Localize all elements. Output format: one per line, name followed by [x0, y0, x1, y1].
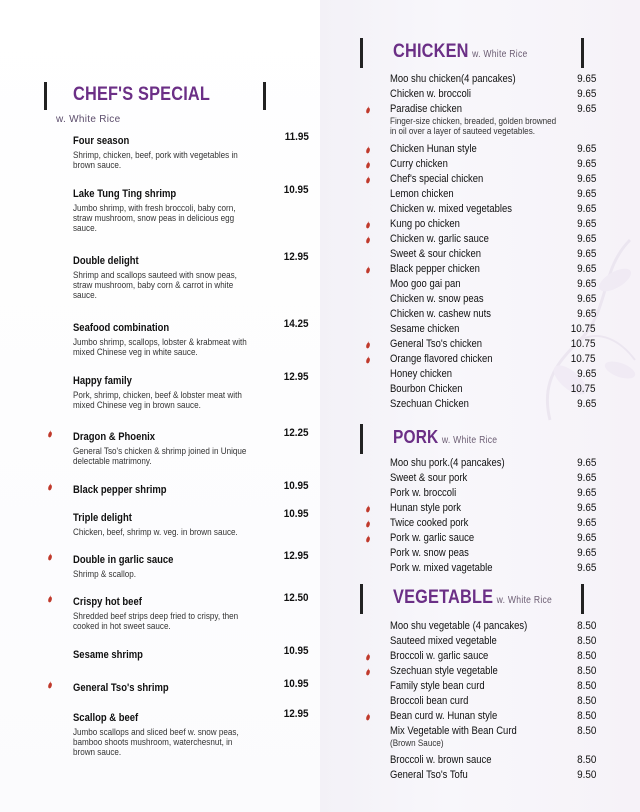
chicken-header: [360, 38, 584, 68]
chefs-special-header: [44, 82, 266, 110]
pork-item: [390, 457, 596, 472]
item-name: Sweet & sour pork: [390, 472, 468, 484]
hot-pepper-icon: [47, 553, 53, 561]
item-name: Broccoli w. garlic sauce: [390, 650, 489, 662]
item-price: 8.50: [576, 710, 596, 722]
vegetable-header: [360, 584, 584, 614]
item-name: Honey chicken: [390, 368, 453, 380]
item-price: 9.65: [576, 368, 596, 380]
item-price: 9.65: [576, 103, 596, 115]
pork-title: [393, 427, 497, 448]
chicken-item: [390, 248, 596, 263]
hot-pepper-icon: [365, 520, 371, 528]
item-description: Jumbo scallops and sliced beef w. snow peas, bamboo shoots mushroom, waterchesnut, in brown sauce.: [73, 727, 239, 757]
item-name: Bourbon Chicken: [390, 383, 463, 395]
item-name: Black pepper shrimp: [73, 484, 167, 496]
item-name: Dragon & Phoenix: [73, 431, 155, 443]
chicken-item: [390, 353, 596, 368]
hot-pepper-icon: [365, 713, 371, 721]
item-name: Happy family: [73, 375, 132, 387]
item-price: 10.95: [284, 508, 309, 520]
chicken-item: [390, 218, 596, 233]
item-price: 9.65: [576, 547, 596, 559]
chicken-item: [390, 143, 596, 158]
item-price: 10.95: [284, 678, 309, 690]
item-price: 9.65: [576, 218, 596, 230]
vegetable-item: [390, 725, 596, 748]
chicken-item: [390, 158, 596, 173]
chicken-item: [390, 383, 596, 398]
item-price: 9.50: [576, 769, 596, 781]
item-name: Moo shu pork.(4 pancakes): [390, 457, 505, 469]
item-name: Kung po chicken: [390, 218, 460, 230]
chefs-special-item: [73, 678, 309, 696]
vegetable-item: [390, 710, 596, 725]
item-name: General Tso's Tofu: [390, 769, 468, 781]
item-name: Chicken Hunan style: [390, 143, 477, 155]
item-price: 9.65: [576, 293, 596, 305]
item-price: 10.75: [571, 323, 596, 335]
pork-item: [390, 502, 596, 517]
item-price: 12.95: [284, 550, 309, 562]
item-name: Double in garlic sauce: [73, 554, 174, 566]
item-price: 9.65: [576, 203, 596, 215]
chicken-item: [390, 73, 596, 88]
hot-pepper-icon: [47, 483, 53, 491]
pork-header: [360, 424, 584, 454]
pork-item: [390, 487, 596, 502]
item-price: 8.50: [576, 754, 596, 766]
pork-item: [390, 562, 596, 577]
item-price: 9.65: [576, 502, 596, 514]
item-price: 9.65: [576, 188, 596, 200]
item-name: Pork w. mixed vagetable: [390, 562, 493, 574]
item-price: 9.65: [576, 263, 596, 275]
item-price: 8.50: [576, 695, 596, 707]
item-price: 9.65: [576, 278, 596, 290]
item-name: Chef's special chicken: [390, 173, 484, 185]
chefs-special-item: [73, 427, 309, 466]
item-description: (Brown Sauce): [390, 738, 444, 748]
item-name: Pork w. broccoli: [390, 487, 457, 499]
item-description: Shredded beef strips deep fried to crispy, then cooked in hot sweet sauce.: [73, 611, 239, 631]
vegetable-section: [360, 584, 584, 614]
item-name: Twice cooked pork: [390, 517, 469, 529]
hot-pepper-icon: [365, 341, 371, 349]
vegetable-title-text: VEGETABLE: [393, 587, 494, 608]
chicken-item: [390, 188, 596, 203]
vegetable-item: [390, 620, 596, 635]
item-name: Pork w. garlic sauce: [390, 532, 475, 544]
item-name: Sauteed mixed vegetable: [390, 635, 497, 647]
chefs-special-item: [73, 480, 309, 498]
item-price: 10.95: [284, 645, 309, 657]
pork-section: [360, 424, 584, 454]
chicken-section: [360, 38, 584, 68]
item-description: Jumbo shrimp, with fresh broccoli, baby corn, straw mushroom, snow peas in delicious egg sauce.: [73, 203, 236, 233]
item-price: 10.95: [284, 184, 309, 196]
item-price: 8.50: [576, 680, 596, 692]
chefs-special-item: [73, 251, 309, 300]
item-name: Crispy hot beef: [73, 596, 142, 608]
item-name: Moo goo gai pan: [390, 278, 461, 290]
chicken-item: [390, 398, 596, 413]
item-name: General Tso's shrimp: [73, 682, 169, 694]
chefs-special-subtitle: w. White Rice: [56, 114, 121, 125]
hot-pepper-icon: [47, 681, 53, 689]
vegetable-item: [390, 695, 596, 710]
item-name: Seafood combination: [73, 322, 170, 334]
hot-pepper-icon: [365, 176, 371, 184]
chicken-subtitle: w. White Rice: [472, 49, 528, 60]
item-description: Shrimp, chicken, beef, pork with vegetables in brown sauce.: [73, 150, 238, 170]
hot-pepper-icon: [365, 668, 371, 676]
item-name: Szechuan style vegetable: [390, 665, 498, 677]
item-price: 12.25: [284, 427, 309, 439]
item-price: 10.75: [571, 338, 596, 350]
item-price: 12.50: [284, 592, 309, 604]
item-price: 9.65: [576, 143, 596, 155]
chefs-special-item: [73, 508, 309, 537]
chicken-item: [390, 368, 596, 383]
item-name: Four season: [73, 135, 130, 147]
hot-pepper-icon: [365, 146, 371, 154]
item-name: Scallop & beef: [73, 712, 139, 724]
item-price: 10.75: [571, 353, 596, 365]
item-price: 9.65: [576, 173, 596, 185]
item-name: Triple delight: [73, 512, 132, 524]
item-price: 8.50: [576, 665, 596, 677]
item-name: Broccoli w. brown sauce: [390, 754, 492, 766]
chefs-special-item: [73, 550, 309, 579]
chefs-special-item: [73, 318, 309, 357]
chicken-item: [390, 203, 596, 218]
pork-subtitle: w. White Rice: [441, 435, 498, 446]
item-description: Finger-size chicken, breaded, golden browned in oil over a layer of sauteed vegetables.: [390, 116, 557, 136]
item-price: 9.65: [576, 532, 596, 544]
item-price: 9.65: [576, 233, 596, 245]
item-name: Moo shu vegetable (4 pancakes): [390, 620, 528, 632]
item-price: 9.65: [576, 457, 596, 469]
hot-pepper-icon: [47, 430, 53, 438]
chicken-item: [390, 173, 596, 188]
chicken-item: [390, 323, 596, 338]
vegetable-item: [390, 680, 596, 695]
item-price: 9.65: [576, 562, 596, 574]
item-price: 12.95: [284, 371, 309, 383]
item-price: 9.65: [576, 73, 596, 85]
item-price: 9.65: [576, 88, 596, 100]
item-price: 9.65: [576, 517, 596, 529]
vegetable-subtitle: w. White Rice: [496, 595, 553, 606]
hot-pepper-icon: [365, 356, 371, 364]
item-name: Broccoli bean curd: [390, 695, 469, 707]
item-name: Chicken w. snow peas: [390, 293, 484, 305]
item-name: Moo shu chicken(4 pancakes): [390, 73, 516, 85]
chefs-special-item: [73, 708, 309, 757]
hot-pepper-icon: [365, 236, 371, 244]
item-name: Chicken w. mixed vegetables: [390, 203, 512, 215]
hot-pepper-icon: [47, 595, 53, 603]
item-name: Sesame shrimp: [73, 649, 143, 661]
pork-item: [390, 532, 596, 547]
item-description: Shrimp and scallops sauteed with snow peas, straw mushroom, baby corn & carrot in white sauce.: [73, 270, 237, 300]
item-price: 9.65: [576, 158, 596, 170]
chicken-item: [390, 278, 596, 293]
item-price: 8.50: [576, 620, 596, 632]
hot-pepper-icon: [365, 221, 371, 229]
item-name: Hunan style pork: [390, 502, 461, 514]
vegetable-item: [390, 769, 596, 784]
chefs-special-section: [44, 82, 266, 110]
hot-pepper-icon: [365, 266, 371, 274]
vegetable-item: [390, 650, 596, 665]
item-name: Chicken w. cashew nuts: [390, 308, 491, 320]
item-price: 8.50: [576, 650, 596, 662]
chicken-item: [390, 308, 596, 323]
item-name: Szechuan Chicken: [390, 398, 469, 410]
chefs-special-item: [73, 131, 309, 170]
chicken-item: [390, 293, 596, 308]
chefs-special-item: [73, 184, 309, 233]
item-price: 9.65: [576, 472, 596, 484]
chicken-item: [390, 263, 596, 278]
pork-item: [390, 547, 596, 562]
chicken-title: [393, 41, 528, 63]
pork-item: [390, 472, 596, 487]
chicken-title-text: CHICKEN: [393, 41, 469, 62]
item-name: Sesame chicken: [390, 323, 460, 335]
hot-pepper-icon: [365, 653, 371, 661]
hot-pepper-icon: [365, 106, 371, 114]
chefs-special-item: [73, 645, 309, 663]
pork-title-text: PORK: [393, 427, 439, 447]
item-description: Jumbo shrimp, scallops, lobster & krabmeat with mixed Chinese veg in white sauce.: [73, 337, 247, 357]
chicken-item: [390, 88, 596, 103]
chefs-special-title: CHEF'S SPECIAL: [73, 84, 211, 105]
item-price: 9.65: [576, 398, 596, 410]
pork-item: [390, 517, 596, 532]
hot-pepper-icon: [365, 535, 371, 543]
chicken-item: [390, 103, 596, 136]
item-name: Curry chicken: [390, 158, 448, 170]
item-description: General Tso's chicken & shrimp joined in Unique delectable matrimony.: [73, 446, 247, 466]
item-price: 11.95: [284, 131, 309, 143]
item-name: Mix Vegetable with Bean Curd: [390, 725, 517, 737]
item-name: Black pepper chicken: [390, 263, 480, 275]
item-description: Shrimp & scallop.: [73, 569, 137, 579]
item-price: 8.50: [576, 725, 596, 737]
chicken-item: [390, 233, 596, 248]
item-name: Bean curd w. Hunan style: [390, 710, 498, 722]
item-price: 14.25: [284, 318, 309, 330]
item-price: 9.65: [576, 248, 596, 260]
item-name: Double delight: [73, 255, 139, 267]
hot-pepper-icon: [365, 505, 371, 513]
item-price: 10.75: [571, 383, 596, 395]
chefs-special-item: [73, 371, 309, 410]
item-description: Pork, shrimp, chicken, beef & lobster meat with mixed Chinese veg in brown sauce.: [73, 390, 242, 410]
vegetable-item: [390, 754, 596, 769]
chefs-special-item: [73, 592, 309, 631]
item-name: Chicken w. broccoli: [390, 88, 471, 100]
item-name: Chicken w. garlic sauce: [390, 233, 489, 245]
item-description: Chicken, beef, shrimp w. veg. in brown sauce.: [73, 527, 238, 537]
item-price: 10.95: [284, 480, 309, 492]
item-name: Pork w. snow peas: [390, 547, 469, 559]
item-name: Sweet & sour chicken: [390, 248, 481, 260]
item-name: Orange flavored chicken: [390, 353, 493, 365]
item-price: 12.95: [284, 251, 309, 263]
item-name: Lemon chicken: [390, 188, 454, 200]
item-price: 8.50: [576, 635, 596, 647]
hot-pepper-icon: [365, 161, 371, 169]
item-name: Lake Tung Ting shrimp: [73, 188, 177, 200]
item-name: Paradise chicken: [390, 103, 463, 115]
vegetable-item: [390, 665, 596, 680]
item-price: 12.95: [284, 708, 309, 720]
vegetable-item: [390, 635, 596, 650]
item-price: 9.65: [576, 308, 596, 320]
chicken-item: [390, 338, 596, 353]
item-name: Family style bean curd: [390, 680, 485, 692]
vegetable-title: [393, 587, 552, 609]
item-price: 9.65: [576, 487, 596, 499]
item-name: General Tso's chicken: [390, 338, 483, 350]
